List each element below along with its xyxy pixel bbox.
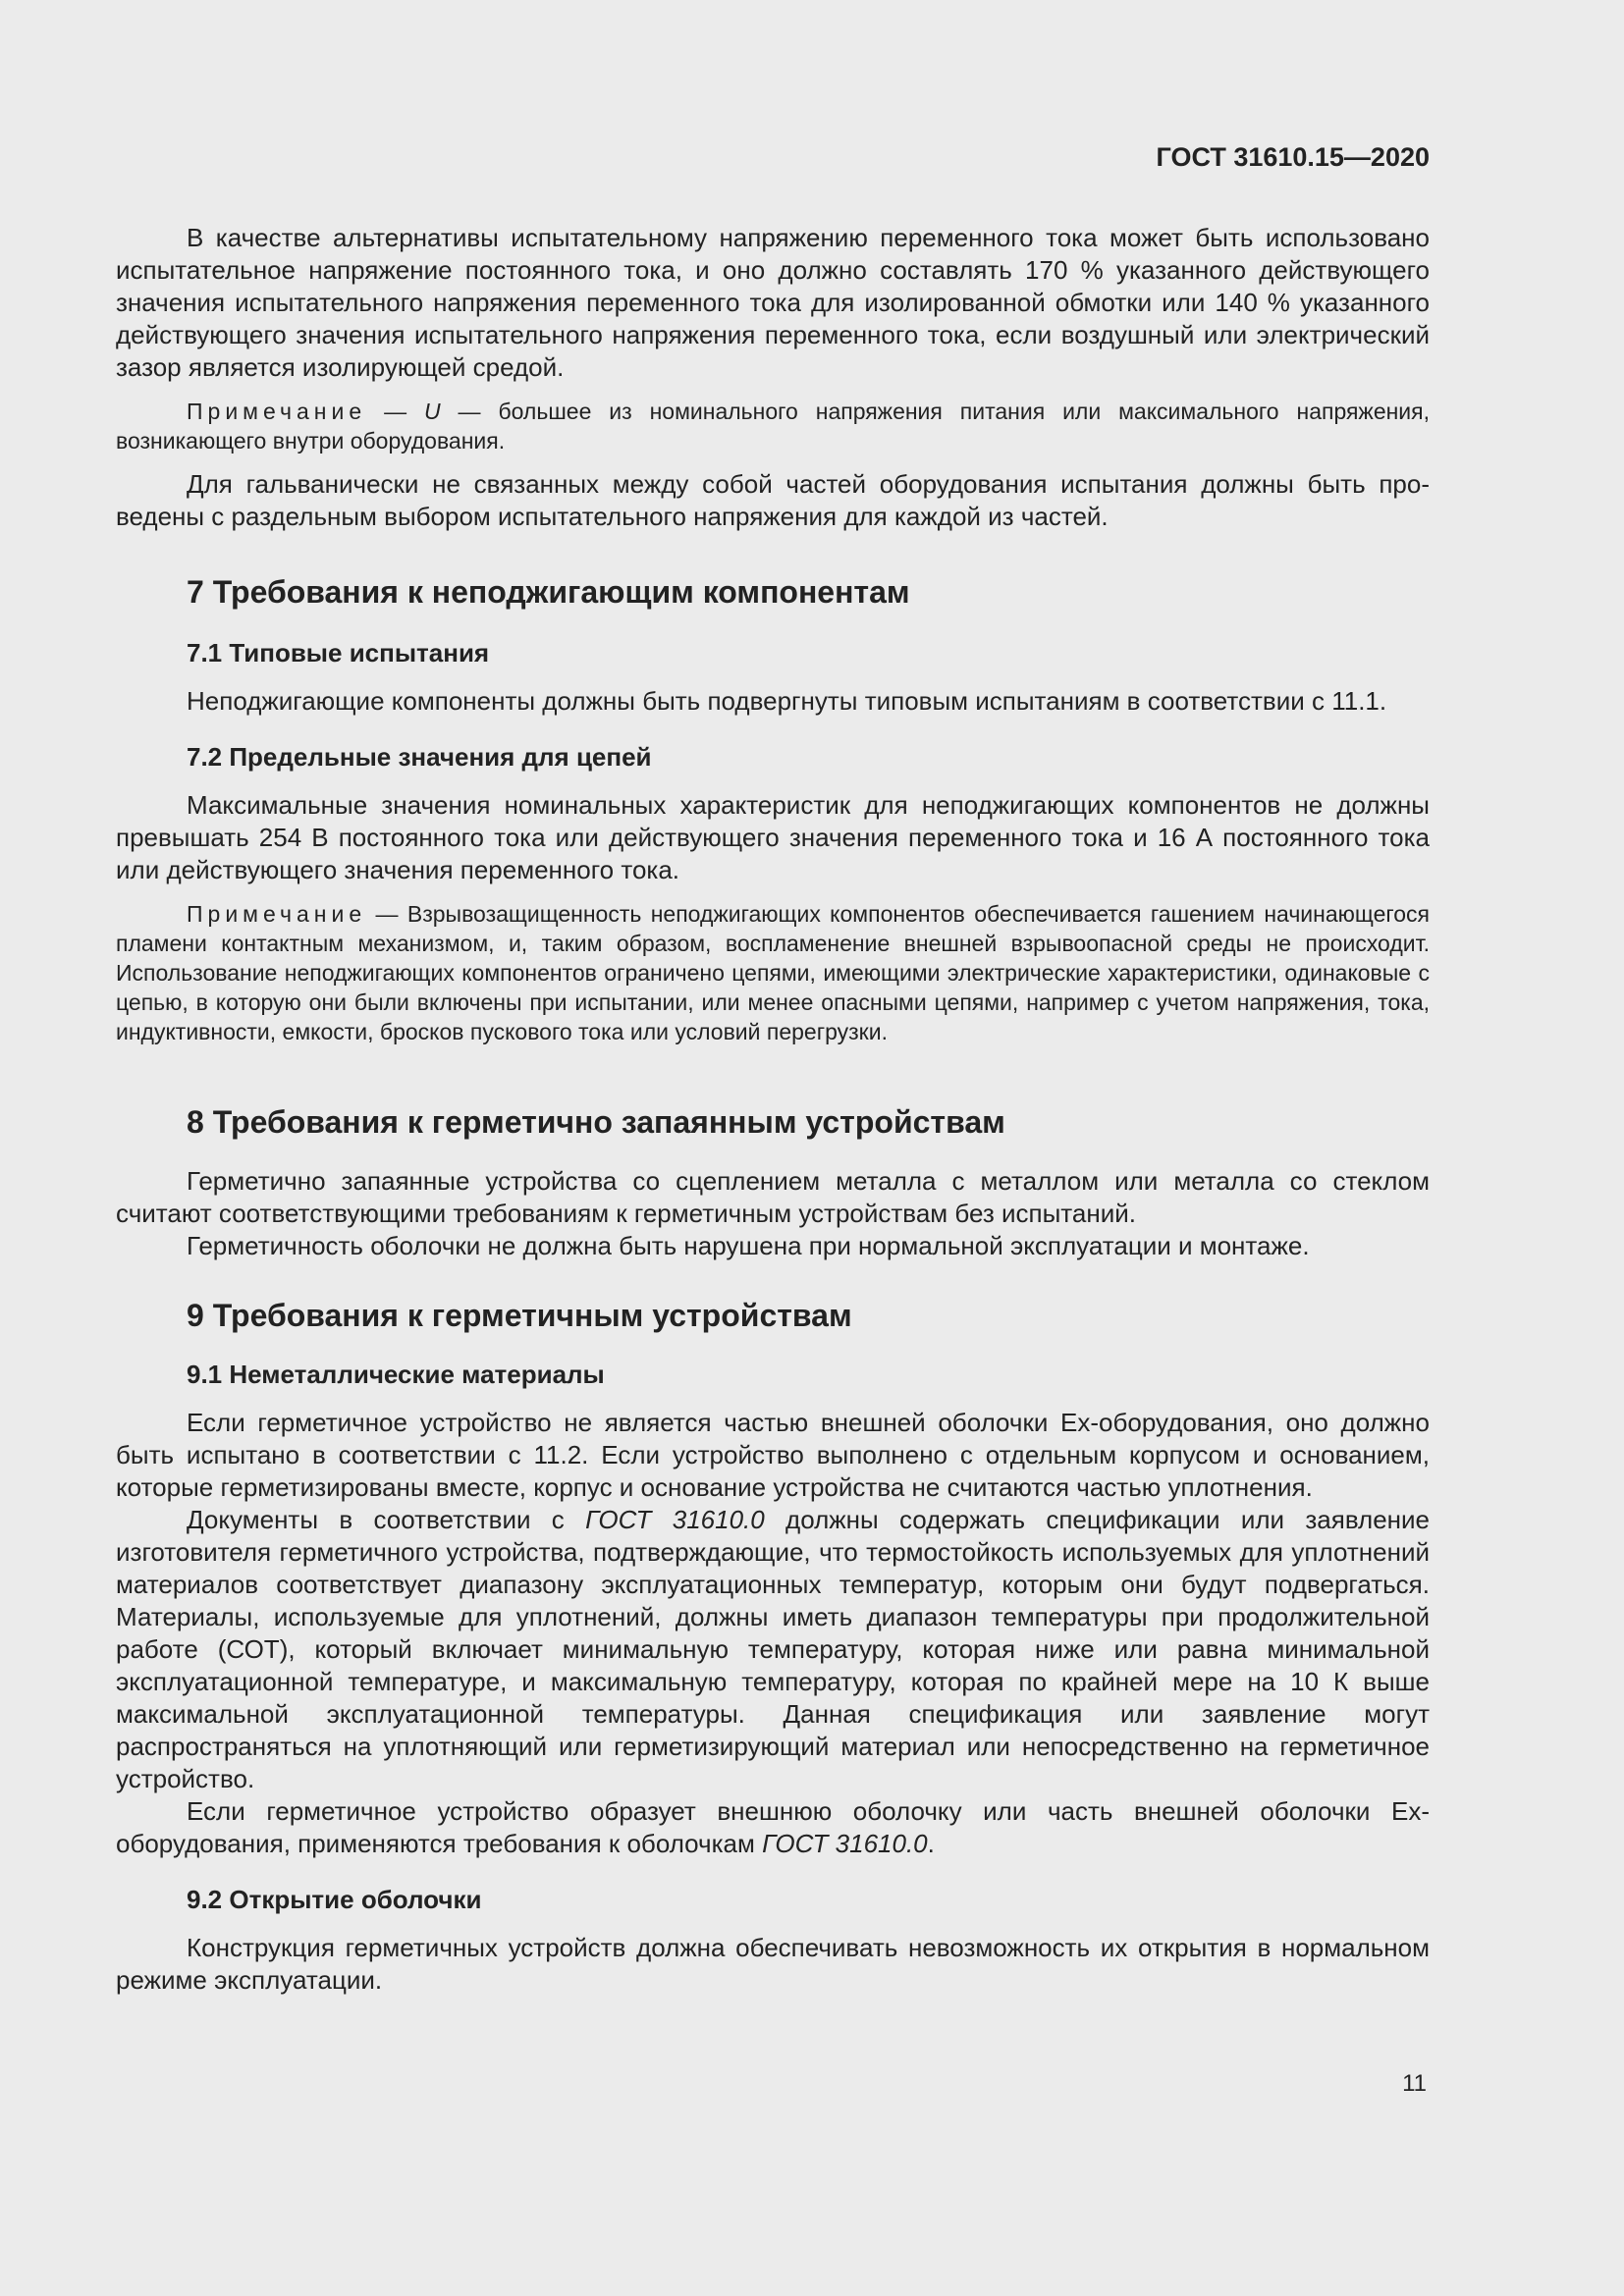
- note-label: Примечание: [187, 901, 367, 927]
- section-7-heading: 7 Требования к неподжигающим компонентам: [187, 574, 910, 610]
- section-9-1-paragraph-3: [116, 1795, 1430, 1860]
- section-7-1-paragraph: Неподжигающие компоненты должны быть подвергнуты типовым испытаниям в соответствии с 11.1.: [187, 686, 1387, 716]
- section-9-1-paragraph-1: Если герметичное устройство не является частью внешней оболочки Ex-оборудования, оно должно быть испытано в соответствии с 11.2. Если устройство выполнено с отдельным корпусом и основанием, которые герметизированы вместе, корпус и основание устройства не считаются частью уплотнения.: [116, 1408, 1430, 1502]
- document-id: ГОСТ 31610.15—2020: [1156, 142, 1430, 172]
- section-8-paragraph-1: Герметично запаянные устройства со сцеплением металла с металлом или металла со стеклом считают соответствующими требованиям к герметичным устройствам без испытаний.: [116, 1166, 1430, 1228]
- intro-paragraph-1: В качестве альтернативы испытательному напряжению переменного тока может быть использовано испытательное напряжение постоянного тока, и оно должно составлять 170 % указанного действующего значения испытательного напряжения переменного тока для изолированной обмотки или 140 % указанного действующего значения испытательного напряжения переменного тока, если воздушный или электрический зазор является изолирующей средой.: [116, 223, 1430, 382]
- document-page: [116, 142, 1430, 1997]
- section-7-2-note: [116, 899, 1430, 1046]
- paragraph-text: должны содержать спецификации или заявление изготовителя герметичного устройства, подтверждающие, что термостойкость используемых для уплотнений материалов соответствует диапазону эксплуатационных температур, которым они будут подвергаться. Материалы, используемые для уплотнений, должны иметь диапазон температуры при продолжительной работе (СОТ), который включает минимальную температуру, которая ниже или равна минимальной эксплуатационной температуре, и максимальную температуру, которая по крайней мере на 10 К выше максимальной эксплуатационной температуры. Данная спецификация или заявление могут распространяться на уплотняющий или герметизирующий материал или непосредственно на герметичное устройство.: [116, 1505, 1431, 1793]
- intro-paragraph-2: Для гальванически не связанных между собой частей оборудования испытания должны быть проведены с раздельным выбором испытательного напряжения для каждой из частей.: [116, 469, 1430, 531]
- paragraph-text: Документы в соответствии с: [187, 1505, 586, 1534]
- paragraph-text: .: [927, 1829, 935, 1858]
- note-label: Примечание: [187, 399, 367, 424]
- page-number: 11: [1402, 2070, 1427, 2097]
- section-8-heading: 8 Требования к герметично запаянным устройствам: [187, 1104, 1005, 1140]
- section-8-paragraph-2: Герметичность оболочки не должна быть нарушена при нормальной эксплуатации и монтаже.: [187, 1231, 1310, 1260]
- section-7-2-paragraph: Максимальные значения номинальных характеристик для неподжигающих компонентов не должны превышать 254 В постоянного тока или действующего значения переменного тока и 16 А постоянного тока или действующего значения переменного тока.: [116, 790, 1430, 884]
- section-7-1-heading: 7.1 Типовые испытания: [187, 638, 490, 667]
- section-9-1-heading: 9.1 Неметаллические материалы: [187, 1360, 605, 1389]
- section-9-1-paragraph-2: [116, 1504, 1430, 1795]
- note-text: — Взрывозащищенность неподжигающих компонентов обеспечивается гашением начинающегося пламени контактным механизмом, и, таким образом, воспламенение внешней взрывоопасной среды не происходит. Использование неподжигающих компонентов ограничено цепями, имеющими электрические характеристики, одинаковые с цепью, в которую они были включены при испытании, или менее опасными цепями, например с учетом напряжения, тока, индуктивности, емкости, бросков пускового тока или условий перегрузки.: [116, 901, 1430, 1044]
- standard-reference: ГОСТ 31610.0: [762, 1829, 928, 1858]
- note-symbol: U: [424, 399, 441, 424]
- section-9-2-paragraph: Конструкция герметичных устройств должна обеспечивать невозможность их открытия в нормальном режиме эксплуатации.: [116, 1933, 1430, 1995]
- note-text: — большее из номинального напряжения питания или максимального напряжения, возникающего внутри оборудования.: [116, 399, 1431, 454]
- section-7-2-heading: 7.2 Предельные значения для цепей: [187, 742, 652, 772]
- standard-reference: ГОСТ 31610.0: [585, 1505, 765, 1534]
- section-9-heading: 9 Требования к герметичным устройствам: [187, 1298, 852, 1333]
- intro-note: [116, 397, 1430, 455]
- section-9-2-heading: 9.2 Открытие оболочки: [187, 1885, 482, 1914]
- note-dash: —: [366, 399, 424, 424]
- paragraph-text: Если герметичное устройство образует внешнюю оболочку или часть внешней оболочки Ex-оборудования, применяются требования к оболочкам: [116, 1796, 1430, 1858]
